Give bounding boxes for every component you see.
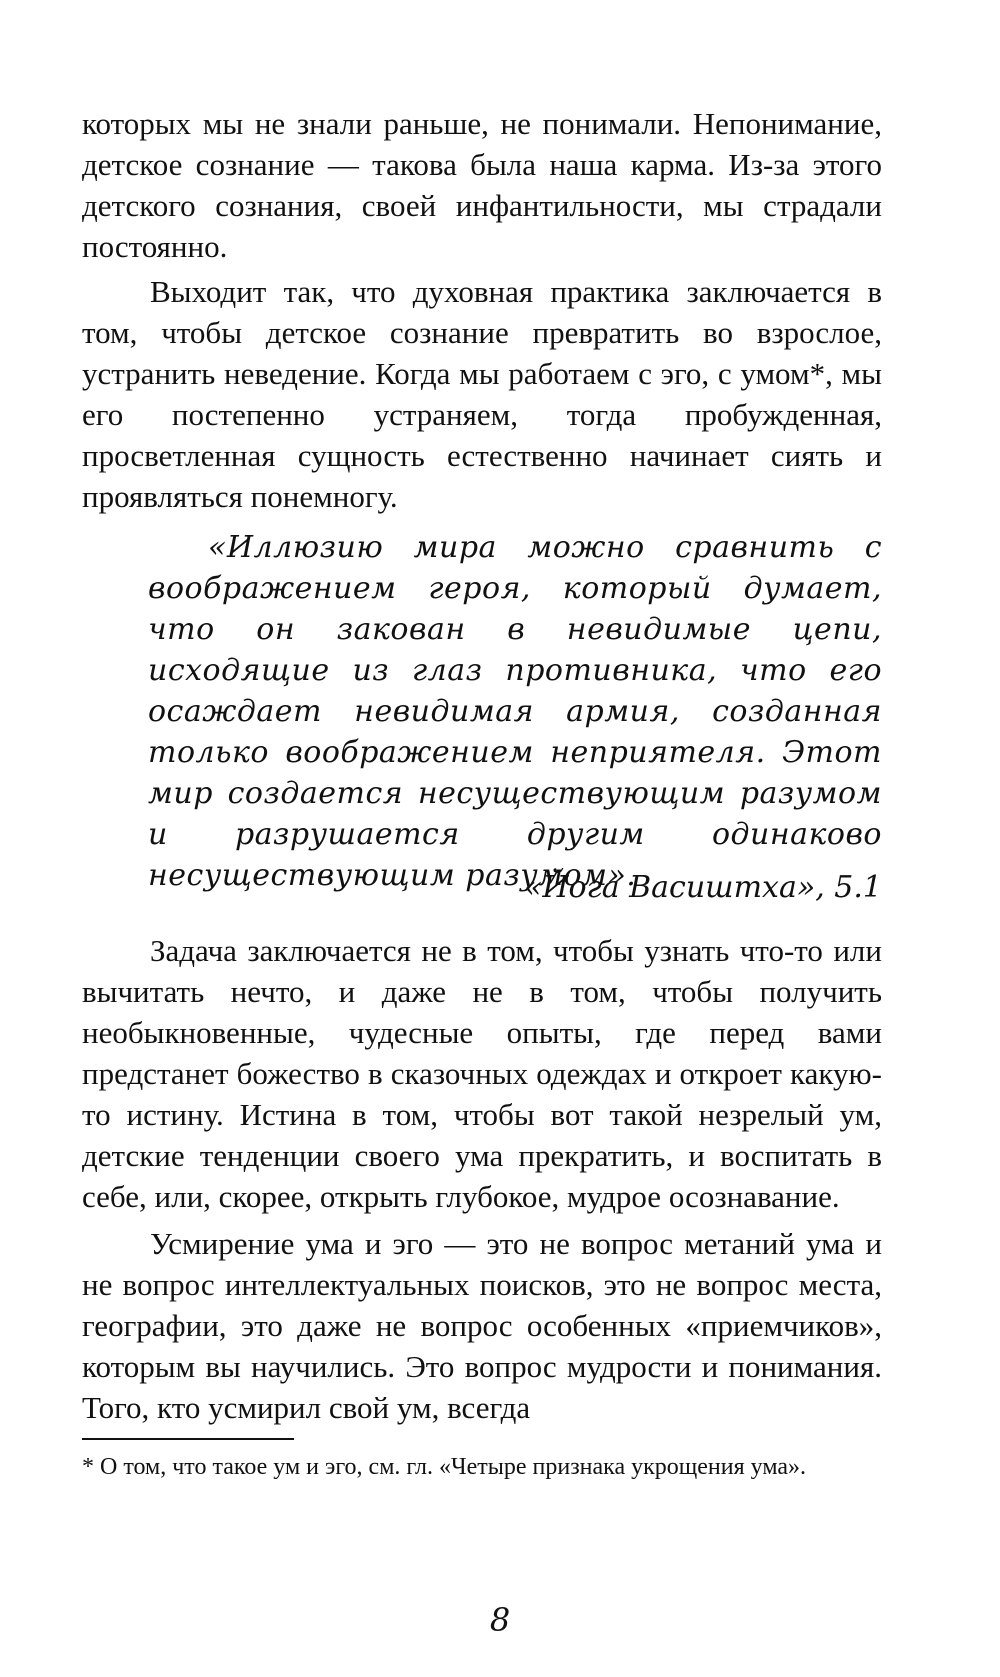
paragraph-task [82, 930, 882, 1217]
paragraph-continuation [82, 103, 882, 267]
epigraph-quote: «Иллюзию мира можно сравнить с воображением героя, который думает, что он закован в невидимые цепи, исходящие из глаз противника, что его осаждает невидимая армия, созданная только воображением неприятеля. Этот мир создается несуществующим разумом и разрушается другим одинаково несуществующим разумом». [148, 530, 882, 893]
paragraph-practice [82, 271, 882, 517]
paragraph-text: Выходит так, что духовная практика заключается в том, чтобы детское сознание превратить во взрослое, устранить неведение. Когда мы работаем с эго, с умом*, мы его постепенно устраняем, тогда пробужденная, просветленная сущность естественно начинает сиять и проявляться понемногу. [82, 274, 882, 514]
footnote-divider [82, 1438, 294, 1440]
paragraph-mind [82, 1223, 882, 1428]
paragraph-text: Усмирение ума и эго — это не вопрос метаний ума и не вопрос интеллектуальных поисков, это не вопрос места, географии, это даже не вопрос особенных «приемчиков», которым вы научились. Это вопрос мудрости и понимания. Того, кто усмирил свой ум, всегда [82, 1226, 882, 1425]
paragraph-text: Задача заключается не в том, чтобы узнать что-то или вычитать нечто, и даже не в том, чтобы получить необыкновенные, чудесные опыты, где перед вами предстанет божество в сказочных одеждах и откроет какую-то истину. Истина в том, чтобы вот такой незрелый ум, детские тенденции своего ума прекратить, и воспитать в себе, или, скорее, открыть глубокое, мудрое осознавание. [82, 933, 882, 1214]
footnote: * О том, что такое ум и эго, см. гл. «Четыре признака укрощения ума». [82, 1454, 807, 1480]
quote-source: «Йога Васиштха», 5.1 [523, 870, 882, 905]
page-number: 8 [489, 1601, 511, 1639]
paragraph-text: которых мы не знали раньше, не понимали. Непонимание, детское сознание — такова была наша карма. Из-за этого детского сознания, своей инфантильности, мы страдали постоянно. [82, 106, 882, 264]
